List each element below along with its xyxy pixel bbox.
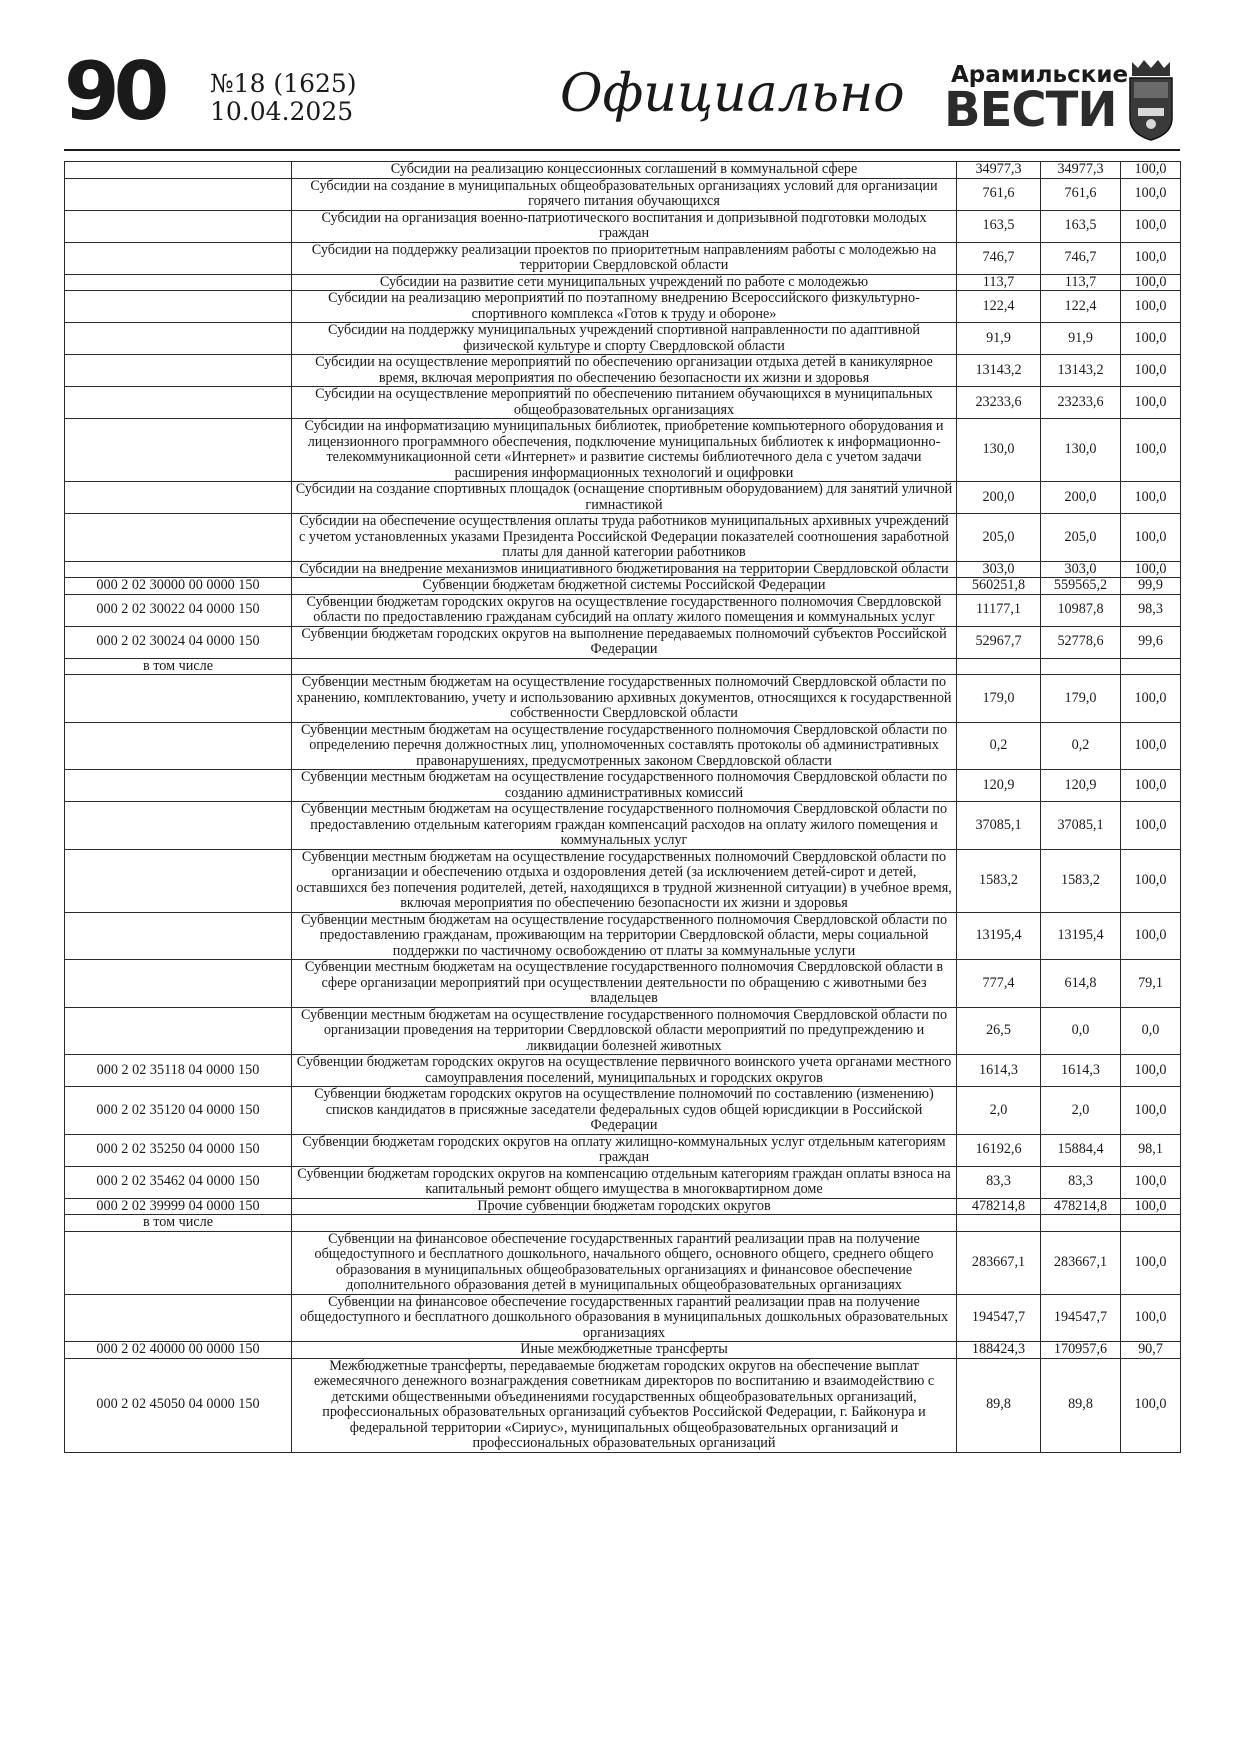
- percent-cell: 100,0: [1121, 912, 1181, 960]
- name-cell: [292, 1215, 957, 1232]
- percent-cell: 100,0: [1121, 482, 1181, 514]
- plan-cell: 163,5: [957, 210, 1041, 242]
- code-cell: [65, 323, 292, 355]
- logo-subtitle: Арамильские: [951, 62, 1129, 88]
- name-cell: Субвенции бюджетам бюджетной системы Российской Федерации: [292, 578, 957, 595]
- name-cell: Субвенции бюджетам городских округов на осуществление полномочий по составлению (изменению) списков кандидатов в присяжные заседатели федеральных судов общей юрисдикции в Российской Федерации: [292, 1087, 957, 1135]
- percent-cell: 100,0: [1121, 387, 1181, 419]
- plan-cell: 13195,4: [957, 912, 1041, 960]
- name-cell: Прочие субвенции бюджетам городских округов: [292, 1198, 957, 1215]
- fact-cell: 283667,1: [1041, 1231, 1121, 1294]
- plan-cell: 179,0: [957, 675, 1041, 723]
- plan-cell: 194547,7: [957, 1294, 1041, 1342]
- plan-cell: 11177,1: [957, 594, 1041, 626]
- percent-cell: 98,1: [1121, 1134, 1181, 1166]
- percent-cell: 100,0: [1121, 722, 1181, 770]
- fact-cell: 205,0: [1041, 514, 1121, 562]
- fact-cell: 761,6: [1041, 178, 1121, 210]
- fact-cell: 120,9: [1041, 770, 1121, 802]
- fact-cell: 1614,3: [1041, 1055, 1121, 1087]
- code-cell: 000 2 02 35118 04 0000 150: [65, 1055, 292, 1087]
- percent-cell: 0,0: [1121, 1007, 1181, 1055]
- name-cell: Субвенции местным бюджетам на осуществление государственного полномочия Свердловской области по предоставлению отдельным категориям граждан компенсаций расходов на оплату жилого помещения и коммунальных услуг: [292, 802, 957, 850]
- budget-table: [64, 161, 1181, 1453]
- plan-cell: [957, 1215, 1041, 1232]
- code-cell: [65, 419, 292, 482]
- plan-cell: 283667,1: [957, 1231, 1041, 1294]
- name-cell: Субсидии на внедрение механизмов инициативного бюджетирования на территории Свердловской области: [292, 561, 957, 578]
- page-number: 90: [64, 45, 164, 138]
- code-cell: [65, 675, 292, 723]
- fact-cell: 10987,8: [1041, 594, 1121, 626]
- percent-cell: 100,0: [1121, 1231, 1181, 1294]
- plan-cell: 26,5: [957, 1007, 1041, 1055]
- plan-cell: 52967,7: [957, 626, 1041, 658]
- name-cell: Субвенции местным бюджетам на осуществление государственного полномочия Свердловской области в сфере организации мероприятий при осуществлении деятельности по обращению с животными без владельцев: [292, 960, 957, 1008]
- table-row: [65, 514, 1181, 562]
- table-row: [65, 419, 1181, 482]
- name-cell: Субсидии на обеспечение осуществления оплаты труда работников муниципальных архивных учреждений с учетом установленных указами Президента Российской Федерации показателей соотношения заработной платы для данной категории работников: [292, 514, 957, 562]
- plan-cell: 91,9: [957, 323, 1041, 355]
- code-cell: 000 2 02 30024 04 0000 150: [65, 626, 292, 658]
- issue-number: №18 (1625): [210, 69, 357, 98]
- table-row: [65, 162, 1181, 179]
- percent-cell: 98,3: [1121, 594, 1181, 626]
- plan-cell: 130,0: [957, 419, 1041, 482]
- plan-cell: 188424,3: [957, 1342, 1041, 1359]
- code-cell: 000 2 02 45050 04 0000 150: [65, 1358, 292, 1452]
- percent-cell: 100,0: [1121, 162, 1181, 179]
- plan-cell: 23233,6: [957, 387, 1041, 419]
- logo-title: ВЕСТИ: [944, 82, 1117, 138]
- percent-cell: 99,6: [1121, 626, 1181, 658]
- percent-cell: 100,0: [1121, 291, 1181, 323]
- name-cell: Субсидии на реализацию концессионных соглашений в коммунальной сфере: [292, 162, 957, 179]
- name-cell: Иные межбюджетные трансферты: [292, 1342, 957, 1359]
- name-cell: Субсидии на создание спортивных площадок (оснащение спортивным оборудованием) для занятий уличной гимнастикой: [292, 482, 957, 514]
- percent-cell: [1121, 1215, 1181, 1232]
- code-cell: 000 2 02 40000 00 0000 150: [65, 1342, 292, 1359]
- fact-cell: 0,2: [1041, 722, 1121, 770]
- fact-cell: 15884,4: [1041, 1134, 1121, 1166]
- budget-table-body: [65, 162, 1181, 1453]
- name-cell: [292, 658, 957, 675]
- code-cell: [65, 561, 292, 578]
- fact-cell: 83,3: [1041, 1166, 1121, 1198]
- percent-cell: 100,0: [1121, 1166, 1181, 1198]
- name-cell: Субвенции на финансовое обеспечение государственных гарантий реализации прав на получение общедоступного и бесплатного дошкольного, начального общего, основного общего, среднего общего образования в муниципальных общеобразовательных организациях и финансовое обеспечение дополнительного образования детей в муниципальных общеобразовательных организациях: [292, 1231, 957, 1294]
- table-row: [65, 849, 1181, 912]
- percent-cell: 100,0: [1121, 323, 1181, 355]
- name-cell: Субсидии на осуществление мероприятий по обеспечению питанием обучающихся в муниципальных общеобразовательных организациях: [292, 387, 957, 419]
- fact-cell: 37085,1: [1041, 802, 1121, 850]
- plan-cell: 83,3: [957, 1166, 1041, 1198]
- code-cell: [65, 849, 292, 912]
- percent-cell: 100,0: [1121, 1055, 1181, 1087]
- code-cell: [65, 178, 292, 210]
- table-row: [65, 355, 1181, 387]
- percent-cell: 100,0: [1121, 675, 1181, 723]
- name-cell: Субвенции бюджетам городских округов на оплату жилищно-коммунальных услуг отдельным категориям граждан: [292, 1134, 957, 1166]
- percent-cell: 100,0: [1121, 1087, 1181, 1135]
- code-cell: [65, 291, 292, 323]
- fact-cell: 0,0: [1041, 1007, 1121, 1055]
- table-row: [65, 770, 1181, 802]
- fact-cell: 130,0: [1041, 419, 1121, 482]
- code-cell: [65, 1294, 292, 1342]
- name-cell: Субсидии на реализацию мероприятий по поэтапному внедрению Всероссийского физкультурно-спортивного комплекса «Готов к труду и обороне»: [292, 291, 957, 323]
- percent-cell: 100,0: [1121, 561, 1181, 578]
- table-row: [65, 658, 1181, 675]
- plan-cell: 777,4: [957, 960, 1041, 1008]
- table-row: [65, 722, 1181, 770]
- table-row: [65, 1231, 1181, 1294]
- percent-cell: 100,0: [1121, 178, 1181, 210]
- table-row: [65, 291, 1181, 323]
- fact-cell: 478214,8: [1041, 1198, 1121, 1215]
- name-cell: Субвенции местным бюджетам на осуществление государственного полномочия Свердловской области по предоставлению гражданам, проживающим на территории Свердловской области, меры социальной поддержки по частичному освобождению от платы за коммунальные услуги: [292, 912, 957, 960]
- table-row: [65, 242, 1181, 274]
- header-rule: [64, 149, 1180, 151]
- table-row: [65, 1198, 1181, 1215]
- table-row: [65, 1134, 1181, 1166]
- fact-cell: 13195,4: [1041, 912, 1121, 960]
- table-row: [65, 178, 1181, 210]
- issue-date: 10.04.2025: [210, 97, 354, 126]
- plan-cell: 200,0: [957, 482, 1041, 514]
- table-row: [65, 578, 1181, 595]
- code-cell: 000 2 02 35120 04 0000 150: [65, 1087, 292, 1135]
- fact-cell: 746,7: [1041, 242, 1121, 274]
- percent-cell: 100,0: [1121, 355, 1181, 387]
- name-cell: Субвенции местным бюджетам на осуществление государственных полномочий Свердловской области по хранению, комплектованию, учету и использованию архивных документов, относящихся к государственной собственности Свердловской области: [292, 675, 957, 723]
- fact-cell: 23233,6: [1041, 387, 1121, 419]
- code-cell: 000 2 02 35462 04 0000 150: [65, 1166, 292, 1198]
- fact-cell: 13143,2: [1041, 355, 1121, 387]
- fact-cell: 113,7: [1041, 274, 1121, 291]
- percent-cell: 100,0: [1121, 210, 1181, 242]
- percent-cell: 100,0: [1121, 1198, 1181, 1215]
- percent-cell: 100,0: [1121, 770, 1181, 802]
- code-cell: 000 2 02 35250 04 0000 150: [65, 1134, 292, 1166]
- name-cell: Субвенции местным бюджетам на осуществление государственных полномочий Свердловской области по организации и обеспечению отдыха и оздоровления детей (за исключением детей-сирот и детей, оставшихся без попечения родителей, детей, находящихся в трудной жизненной ситуации) в учебное время, включая мероприятия по обеспечению безопасности их жизни и здоровья: [292, 849, 957, 912]
- fact-cell: 200,0: [1041, 482, 1121, 514]
- name-cell: Субвенции местным бюджетам на осуществление государственного полномочия Свердловской области по определению перечня должностных лиц, уполномоченных составлять протоколы об административных правонарушениях, предусмотренных законом Свердловской области: [292, 722, 957, 770]
- table-row: [65, 912, 1181, 960]
- percent-cell: 100,0: [1121, 242, 1181, 274]
- fact-cell: 2,0: [1041, 1087, 1121, 1135]
- plan-cell: [957, 658, 1041, 675]
- name-cell: Субвенции бюджетам городских округов на выполнение передаваемых полномочий субъектов Российской Федерации: [292, 626, 957, 658]
- plan-cell: 120,9: [957, 770, 1041, 802]
- percent-cell: 100,0: [1121, 849, 1181, 912]
- table-row: [65, 626, 1181, 658]
- fact-cell: 614,8: [1041, 960, 1121, 1008]
- table-row: [65, 1358, 1181, 1452]
- fact-cell: 163,5: [1041, 210, 1121, 242]
- name-cell: Субвенции на финансовое обеспечение государственных гарантий реализации прав на получение общедоступного и бесплатного дошкольного образования в муниципальных дошкольных образовательных организациях: [292, 1294, 957, 1342]
- percent-cell: 90,7: [1121, 1342, 1181, 1359]
- name-cell: Субсидии на информатизацию муниципальных библиотек, приобретение компьютерного оборудования и лицензионного программного обеспечения, подключение муниципальных библиотек к информационно-телекоммуникационной сети «Интернет» и развитие системы библиотечного дела с учетом задачи расширения информационных технологий и оцифровки: [292, 419, 957, 482]
- fact-cell: 303,0: [1041, 561, 1121, 578]
- fact-cell: 170957,6: [1041, 1342, 1121, 1359]
- name-cell: Субсидии на поддержку муниципальных учреждений спортивной направленности по адаптивной физической культуре и спорту Свердловской области: [292, 323, 957, 355]
- code-cell: 000 2 02 39999 04 0000 150: [65, 1198, 292, 1215]
- fact-cell: 52778,6: [1041, 626, 1121, 658]
- percent-cell: 79,1: [1121, 960, 1181, 1008]
- table-row: [65, 1166, 1181, 1198]
- name-cell: Субсидии на поддержку реализации проектов по приоритетным направлениям работы с молодежью на территории Свердловской области: [292, 242, 957, 274]
- name-cell: Субвенции местным бюджетам на осуществление государственного полномочия Свердловской области по созданию административных комиссий: [292, 770, 957, 802]
- table-row: [65, 387, 1181, 419]
- plan-cell: 16192,6: [957, 1134, 1041, 1166]
- code-cell: [65, 802, 292, 850]
- plan-cell: 1583,2: [957, 849, 1041, 912]
- name-cell: Субсидии на развитие сети муниципальных учреждений по работе с молодежью: [292, 274, 957, 291]
- table-row: [65, 1215, 1181, 1232]
- percent-cell: 100,0: [1121, 274, 1181, 291]
- plan-cell: 0,2: [957, 722, 1041, 770]
- section-title: Официально: [560, 64, 905, 124]
- code-cell: в том числе: [65, 658, 292, 675]
- issue-info: [210, 70, 357, 126]
- plan-cell: 113,7: [957, 274, 1041, 291]
- table-row: [65, 594, 1181, 626]
- code-cell: [65, 1007, 292, 1055]
- code-cell: [65, 274, 292, 291]
- table-row: [65, 274, 1181, 291]
- fact-cell: 179,0: [1041, 675, 1121, 723]
- code-cell: [65, 514, 292, 562]
- name-cell: Субсидии на осуществление мероприятий по обеспечению организации отдыха детей в каникулярное время, включая мероприятия по обеспечению безопасности их жизни и здоровья: [292, 355, 957, 387]
- code-cell: [65, 722, 292, 770]
- table-row: [65, 960, 1181, 1008]
- code-cell: в том числе: [65, 1215, 292, 1232]
- plan-cell: 478214,8: [957, 1198, 1041, 1215]
- plan-cell: 89,8: [957, 1358, 1041, 1452]
- table-row: [65, 1055, 1181, 1087]
- table-row: [65, 1294, 1181, 1342]
- code-cell: [65, 912, 292, 960]
- code-cell: [65, 1231, 292, 1294]
- table-row: [65, 675, 1181, 723]
- plan-cell: 13143,2: [957, 355, 1041, 387]
- plan-cell: 303,0: [957, 561, 1041, 578]
- fact-cell: 194547,7: [1041, 1294, 1121, 1342]
- fact-cell: 34977,3: [1041, 162, 1121, 179]
- name-cell: Субвенции бюджетам городских округов на осуществление первичного воинского учета органами местного самоуправления поселений, муниципальных и городских округов: [292, 1055, 957, 1087]
- plan-cell: 34977,3: [957, 162, 1041, 179]
- plan-cell: 205,0: [957, 514, 1041, 562]
- table-row: [65, 482, 1181, 514]
- table-row: [65, 561, 1181, 578]
- name-cell: Субсидии на организация военно-патриотического воспитания и допризывной подготовки молодых граждан: [292, 210, 957, 242]
- fact-cell: 91,9: [1041, 323, 1121, 355]
- table-row: [65, 1342, 1181, 1359]
- code-cell: [65, 210, 292, 242]
- page-header: [64, 45, 1180, 146]
- plan-cell: 761,6: [957, 178, 1041, 210]
- percent-cell: 100,0: [1121, 1294, 1181, 1342]
- code-cell: [65, 770, 292, 802]
- fact-cell: 1583,2: [1041, 849, 1121, 912]
- code-cell: [65, 242, 292, 274]
- plan-cell: 1614,3: [957, 1055, 1041, 1087]
- name-cell: Субвенции местным бюджетам на осуществление государственного полномочия Свердловской области по организации проведения на территории Свердловской области мероприятий по предупреждению и ликвидации болезней животных: [292, 1007, 957, 1055]
- code-cell: 000 2 02 30000 00 0000 150: [65, 578, 292, 595]
- name-cell: Субсидии на создание в муниципальных общеобразовательных организациях условий для организации горячего питания обучающихся: [292, 178, 957, 210]
- table-row: [65, 210, 1181, 242]
- percent-cell: 100,0: [1121, 419, 1181, 482]
- fact-cell: [1041, 1215, 1121, 1232]
- percent-cell: 100,0: [1121, 1358, 1181, 1452]
- city-crest-icon: [1124, 58, 1178, 142]
- fact-cell: 559565,2: [1041, 578, 1121, 595]
- fact-cell: 89,8: [1041, 1358, 1121, 1452]
- plan-cell: 560251,8: [957, 578, 1041, 595]
- percent-cell: 100,0: [1121, 514, 1181, 562]
- plan-cell: 122,4: [957, 291, 1041, 323]
- plan-cell: 746,7: [957, 242, 1041, 274]
- code-cell: [65, 387, 292, 419]
- name-cell: Межбюджетные трансферты, передаваемые бюджетам городских округов на обеспечение выплат ежемесячного денежного вознаграждения советникам директоров по воспитанию и взаимодействию с детскими общественными объединениями государственных общеобразовательных организаций, профессиональных образовательных организаций субъектов Российской Федерации, г. Байконура и федеральной территории «Сириус», муниципальных общеобразовательных организаций и профессиональных образовательных организаций: [292, 1358, 957, 1452]
- name-cell: Субвенции бюджетам городских округов на осуществление государственного полномочия Свердловской области по предоставлению гражданам субсидий на оплату жилого помещения и коммунальных услуг: [292, 594, 957, 626]
- table-row: [65, 1007, 1181, 1055]
- fact-cell: 122,4: [1041, 291, 1121, 323]
- plan-cell: 2,0: [957, 1087, 1041, 1135]
- percent-cell: [1121, 658, 1181, 675]
- percent-cell: 100,0: [1121, 802, 1181, 850]
- plan-cell: 37085,1: [957, 802, 1041, 850]
- code-cell: [65, 355, 292, 387]
- code-cell: [65, 482, 292, 514]
- code-cell: [65, 162, 292, 179]
- table-row: [65, 1087, 1181, 1135]
- percent-cell: 99,9: [1121, 578, 1181, 595]
- table-row: [65, 323, 1181, 355]
- fact-cell: [1041, 658, 1121, 675]
- code-cell: [65, 960, 292, 1008]
- code-cell: 000 2 02 30022 04 0000 150: [65, 594, 292, 626]
- table-row: [65, 802, 1181, 850]
- name-cell: Субвенции бюджетам городских округов на компенсацию отдельным категориям граждан оплаты взноса на капитальный ремонт общего имущества в многоквартирном доме: [292, 1166, 957, 1198]
